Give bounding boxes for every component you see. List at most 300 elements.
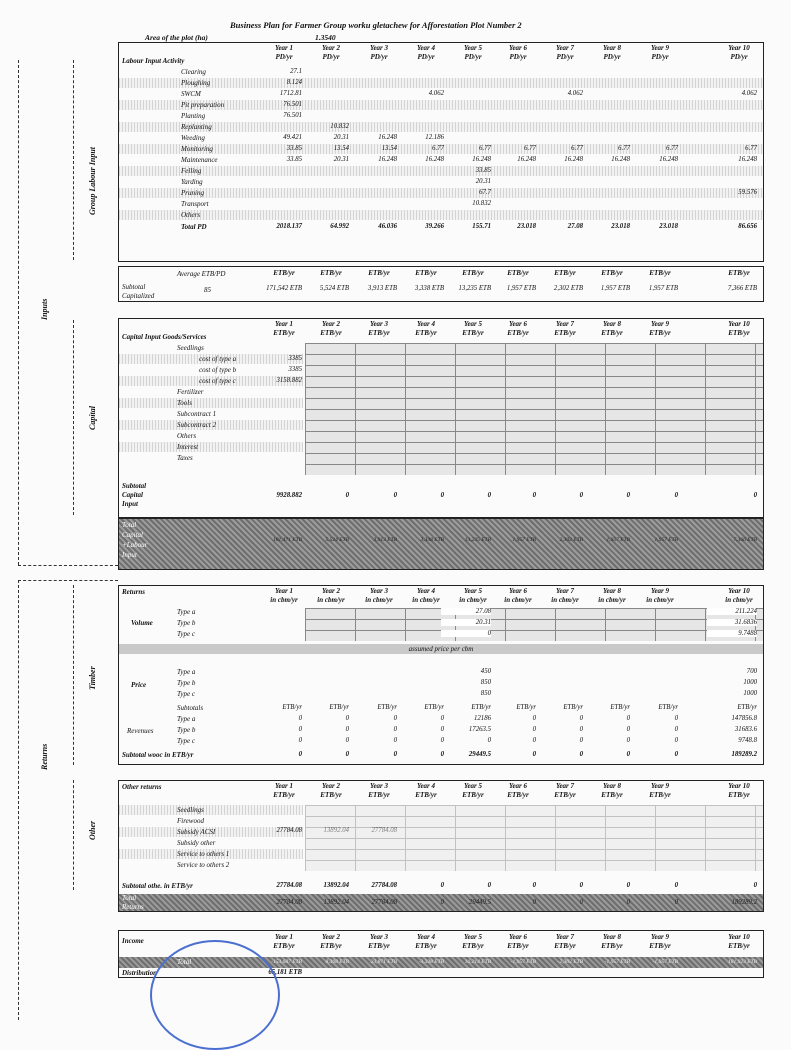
other-year-9: Year 9 [650, 782, 670, 790]
labour-row [119, 166, 763, 176]
total-capital-label: Total [122, 521, 137, 529]
labour-value-cell: 27.1 [290, 68, 302, 75]
labour-activity-name: Clearing [181, 68, 206, 76]
revenue-value-cell: 0 [440, 737, 444, 744]
capital-year-3: Year 3 [369, 320, 389, 328]
other-item-name: Subsidy other [177, 839, 216, 847]
revenue-value-cell: 0 [579, 715, 583, 722]
income-value: -3,338 ETB [418, 959, 444, 965]
revenue-value-cell: 0 [393, 715, 397, 722]
total-capital-value: 13,235 ETB [464, 537, 491, 543]
document-title: Business Plan for Farmer Group worku gletachew for Afforestation Plot Number 2 [230, 20, 522, 30]
income-unit-6: ETB/yr [507, 942, 529, 950]
other-subtotal-value-cell: 0 [440, 882, 444, 889]
income-unit-9: ETB/yr [649, 942, 671, 950]
total-capital-label: Input [122, 551, 137, 559]
price-y5: 850 [480, 690, 491, 697]
other-unit-10: ETB/yr [728, 791, 750, 799]
income-value: 16,214 ETB [464, 959, 491, 965]
labour-unit-3: PD/yr [370, 53, 388, 61]
income-unit-3: ETB/yr [368, 942, 390, 950]
income-year-3: Year 3 [369, 933, 389, 941]
total-returns-label: Returns [122, 903, 144, 911]
income-label: Income [122, 937, 144, 945]
labour-value-cell: 16.248 [378, 156, 397, 163]
capital-year-9: Year 9 [650, 320, 670, 328]
capitalized-value-cell: 7,366 ETB [727, 285, 757, 292]
timber-unit-9: in cbm/yr [646, 596, 674, 604]
total-returns-label: Total [122, 894, 137, 902]
subtotals-unit: ETB/yr [471, 704, 491, 711]
price-y10: 1000 [743, 679, 757, 686]
labour-activity-name: Yarding [181, 178, 203, 186]
other-year-10: Year 10 [728, 782, 750, 790]
revenue-value-cell: 0 [393, 726, 397, 733]
income-value: -1,957 ETB [604, 959, 630, 965]
capital-subtotal-value-cell: 0 [674, 492, 678, 499]
area-label: Area of the plot (ha) [145, 33, 208, 42]
total-returns-value: 0 [626, 899, 630, 906]
other-year-6: Year 6 [508, 782, 528, 790]
volume-type: Type a [177, 608, 196, 616]
volume-y5: 0 [441, 630, 491, 637]
labour-value-cell: 49.421 [283, 134, 302, 141]
total-pd-value-cell: 155.71 [472, 223, 491, 230]
volume-y5: 27.08 [441, 608, 491, 615]
capital-year-5: Year 5 [463, 320, 483, 328]
other-subtotal-value-cell: 27784.08 [371, 882, 397, 889]
other-row [119, 838, 303, 848]
labour-unit-7: PD/yr [556, 53, 574, 61]
revenue-value-cell: 0 [345, 715, 349, 722]
labour-activity-name: Weeding [181, 134, 205, 142]
other-year-3: Year 3 [369, 782, 389, 790]
capital-year-7: Year 7 [555, 320, 575, 328]
total-pd-value-cell: 39.266 [425, 223, 444, 230]
income-unit-2: ETB/yr [320, 942, 342, 950]
other-returns-table [118, 780, 764, 912]
labour-year-6: Year 6 [508, 44, 528, 52]
labour-year-3: Year 3 [369, 44, 389, 52]
timber-subtotal-label: Subtotal wooc in ETB/yr [122, 751, 194, 759]
capital-subtotal-value-cell: 0 [579, 492, 583, 499]
timber-year-3: Year 3 [369, 587, 389, 595]
capital-row [119, 343, 303, 353]
labour-activity-name: Ploughing [181, 79, 211, 87]
other-row [119, 816, 303, 826]
volume-y5: 20.31 [441, 619, 491, 626]
labour-value-cell: 16.248 [425, 156, 444, 163]
other-year-8: Year 8 [602, 782, 622, 790]
income-value: -1,957 ETB [510, 959, 536, 965]
capital-row [119, 365, 303, 375]
total-capital-value: 181,471 ETB [272, 537, 302, 543]
total-capital-labour-row [118, 518, 764, 570]
labour-value-cell: 6.77 [618, 145, 630, 152]
subtotals-unit: ETB/yr [516, 704, 536, 711]
labour-value-cell: 16.248 [517, 156, 536, 163]
subtotal-label: Subtotal [122, 283, 146, 291]
price-label: Price [131, 681, 147, 689]
assumed-price-row: assumed price per cbm [119, 644, 763, 654]
other-unit-2: ETB/yr [320, 791, 342, 799]
total-capital-value: 7,366 ETB [733, 537, 757, 543]
timber-unit-10: in cbm/yr [725, 596, 753, 604]
timber-subtotal-value-cell: 0 [345, 751, 349, 758]
price-type: Type c [177, 690, 195, 698]
labour-row [119, 78, 763, 88]
labour-value-cell: 13.54 [333, 145, 349, 152]
capital-subtotal-value-cell: 0 [532, 492, 536, 499]
labour-row [119, 111, 763, 121]
capitalized-value-cell: 3,913 ETB [367, 285, 397, 292]
capital-subtotal-value-cell: 0 [393, 492, 397, 499]
inputs-label: Inputs [40, 298, 49, 320]
revenue-value-cell: 0 [674, 726, 678, 733]
capital-item-value: 3158.882 [276, 377, 302, 384]
labour-value-cell: 6.77 [479, 145, 491, 152]
income-total-label: Total [177, 958, 192, 966]
labour-value-cell: 33.85 [475, 167, 491, 174]
labour-value-cell: 33.85 [286, 145, 302, 152]
total-pd-label: Total PD [181, 223, 207, 231]
other-year-4: Year 4 [416, 782, 436, 790]
income-year-4: Year 4 [416, 933, 436, 941]
labour-table [118, 42, 764, 262]
capitalized-unit-10: ETB/yr [728, 269, 750, 277]
labour-value-cell: 16.248 [611, 156, 630, 163]
labour-unit-10: PD/yr [730, 53, 748, 61]
total-returns-value: 29449.5 [468, 899, 491, 906]
capital-row [119, 431, 303, 441]
total-capital-label: Capital [122, 531, 144, 539]
total-pd-value-cell: 27.08 [567, 223, 583, 230]
other-grid [305, 805, 763, 871]
capital-item-value: 3385 [288, 366, 302, 373]
price-y10: 700 [746, 668, 757, 675]
timber-unit-8: in cbm/yr [598, 596, 626, 604]
other-item-name: Service to others 2 [177, 861, 230, 869]
income-unit-8: ETB/yr [601, 942, 623, 950]
subtotals-unit: ETB/yr [329, 704, 349, 711]
capitalized-unit-9: ETB/yr [649, 269, 671, 277]
income-year-8: Year 8 [602, 933, 622, 941]
capital-unit-4: ETB/yr [415, 329, 437, 337]
revenue-value-cell: 0 [532, 726, 536, 733]
labour-value-cell: 76.501 [283, 101, 302, 108]
other-unit-4: ETB/yr [415, 791, 437, 799]
timber-unit-3: in cbm/yr [365, 596, 393, 604]
revenue-value-cell: 147856.8 [731, 715, 757, 722]
income-value: 8,368 ETB [325, 959, 349, 965]
other-subtotal-value-cell: 0 [753, 882, 757, 889]
price-type: Type b [177, 679, 196, 687]
total-pd-value-cell: 23.018 [517, 223, 536, 230]
other-row [119, 849, 303, 859]
income-unit-10: ETB/yr [728, 942, 750, 950]
timber-subtotal-value-cell: 0 [298, 751, 302, 758]
labour-unit-5: PD/yr [464, 53, 482, 61]
labour-row [119, 199, 763, 209]
capital-unit-10: ETB/yr [728, 329, 750, 337]
subtotals-unit: ETB/yr [737, 704, 757, 711]
capitalized-value-cell: 1,957 ETB [600, 285, 630, 292]
labour-value-cell: 20.31 [333, 134, 349, 141]
capital-row [119, 420, 303, 430]
capitalized-table [118, 266, 764, 302]
timber-year-8: Year 8 [602, 587, 622, 595]
timber-year-4: Year 4 [416, 587, 436, 595]
revenue-value-cell: 0 [298, 737, 302, 744]
income-unit-5: ETB/yr [462, 942, 484, 950]
returns-label: Returns [40, 743, 49, 770]
capitalized-unit-2: ETB/yr [320, 269, 342, 277]
subtotals-label: Subtotals [177, 704, 204, 712]
timber-year-9: Year 9 [650, 587, 670, 595]
capital-unit-1: ETB/yr [273, 329, 295, 337]
other-subtotal-value-cell: 0 [626, 882, 630, 889]
capital-row [119, 442, 303, 452]
capital-subtotal-label: Capital [122, 491, 144, 499]
capitalized-unit-3: ETB/yr [368, 269, 390, 277]
capitalized-value-cell: 13,235 ETB [458, 285, 491, 292]
revenue-type: Type b [177, 726, 196, 734]
timber-unit-4: in cbm/yr [412, 596, 440, 604]
revenue-value-cell: 0 [487, 737, 491, 744]
total-pd-value-cell: 86.656 [738, 223, 757, 230]
capital-unit-6: ETB/yr [507, 329, 529, 337]
capital-item-name: cost of type b [199, 366, 237, 374]
other-unit-5: ETB/yr [462, 791, 484, 799]
total-returns-value: 0 [440, 899, 444, 906]
capital-item-name: Seedlings [177, 344, 204, 352]
capital-item-name: cost of type c [199, 377, 236, 385]
labour-year-10: Year 10 [728, 44, 750, 52]
capital-item-name: Subcontract 1 [177, 410, 217, 418]
distribution-value: 65,181 ETB [268, 969, 302, 976]
capitalized-unit-7: ETB/yr [554, 269, 576, 277]
total-returns-value: 27784.08 [276, 899, 302, 906]
capitalized-value-cell: 5,524 ETB [319, 285, 349, 292]
capital-subtotal-value-cell: 0 [440, 492, 444, 499]
labour-value-cell: 59.576 [738, 189, 757, 196]
labour-row [119, 122, 763, 132]
capital-subtotal-value-cell: 0 [345, 492, 349, 499]
total-pd-value-cell: 23.018 [659, 223, 678, 230]
labour-value-cell: 6.77 [745, 145, 757, 152]
labour-row [119, 100, 763, 110]
income-value: -1,957 ETB [652, 959, 678, 965]
other-subtotal-value-cell: 27784.08 [276, 882, 302, 889]
subtotals-unit: ETB/yr [424, 704, 444, 711]
subtotals-unit: ETB/yr [563, 704, 583, 711]
labour-row [119, 67, 763, 77]
other-item-value: 27784.08 [276, 827, 302, 834]
capitalized-value-cell: 1,957 ETB [506, 285, 536, 292]
total-returns-value: 13892.04 [323, 899, 349, 906]
total-capital-value: 5,524 ETB [325, 537, 349, 543]
other-year-2: Year 2 [321, 782, 341, 790]
capital-label: Capital [88, 405, 97, 430]
labour-activity-name: Maintenance [181, 156, 218, 164]
timber-unit-6: in cbm/yr [504, 596, 532, 604]
capital-unit-9: ETB/yr [649, 329, 671, 337]
capital-item-name: cost of type a [199, 355, 237, 363]
capitalized-unit-1: ETB/yr [273, 269, 295, 277]
volume-type: Type c [177, 630, 195, 638]
volume-y10: 211.224 [707, 608, 757, 615]
capital-unit-5: ETB/yr [462, 329, 484, 337]
revenue-value-cell: 0 [393, 737, 397, 744]
capital-row [119, 453, 303, 463]
capitalized-value-cell: 3,338 ETB [414, 285, 444, 292]
capital-item-name: Tools [177, 399, 192, 407]
volume-type: Type b [177, 619, 196, 627]
other-header: Other returns [122, 783, 162, 791]
timber-subtotal-value-cell: 0 [532, 751, 536, 758]
labour-value-cell: 6.77 [666, 145, 678, 152]
income-value: 181,923 ETB [727, 959, 757, 965]
returns-bracket [18, 580, 19, 1020]
other-unit-3: ETB/yr [368, 791, 390, 799]
total-capital-value: 3,338 ETB [420, 537, 444, 543]
income-value: -2,302 ETB [557, 959, 583, 965]
capital-table [118, 318, 764, 518]
capital-unit-2: ETB/yr [320, 329, 342, 337]
capital-year-4: Year 4 [416, 320, 436, 328]
revenue-value-cell: 0 [674, 737, 678, 744]
other-subtotal-value-cell: 13892.04 [323, 882, 349, 889]
timber-subtotal-value-cell: 0 [440, 751, 444, 758]
total-capital-value: 2,302 ETB [559, 537, 583, 543]
timber-year-10: Year 10 [728, 587, 750, 595]
other-item-name: Subsidy ACSI [177, 828, 216, 836]
other-label: Other [88, 820, 97, 840]
inputs-divider [18, 565, 118, 566]
labour-year-9: Year 9 [650, 44, 670, 52]
income-unit-7: ETB/yr [554, 942, 576, 950]
total-returns-value: 0 [579, 899, 583, 906]
other-unit-6: ETB/yr [507, 791, 529, 799]
subtotals-unit: ETB/yr [610, 704, 630, 711]
total-returns-value: 0 [674, 899, 678, 906]
timber-year-5: Year 5 [463, 587, 483, 595]
labour-value-cell: 16.248 [564, 156, 583, 163]
labour-activity-name: Planting [181, 112, 206, 120]
income-year-1: Year 1 [274, 933, 294, 941]
timber-subtotal-value-cell: 0 [626, 751, 630, 758]
labour-value-cell: 8.124 [286, 79, 302, 86]
labour-value-cell: 12.186 [425, 134, 444, 141]
labour-value-cell: 4.062 [567, 90, 583, 97]
capitalized-unit-8: ETB/yr [601, 269, 623, 277]
capital-item-name: Others [177, 432, 197, 440]
capital-row [119, 387, 303, 397]
capitalized-unit-5: ETB/yr [462, 269, 484, 277]
other-item-name: Firewood [177, 817, 204, 825]
labour-value-cell: 6.77 [432, 145, 444, 152]
labour-row [119, 89, 763, 99]
labour-row [119, 210, 763, 220]
labour-year-1: Year 1 [274, 44, 294, 52]
total-capital-value: 1,957 ETB [512, 537, 536, 543]
labour-header: Labour Input Activity [122, 57, 185, 65]
labour-year-7: Year 7 [555, 44, 575, 52]
income-unit-4: ETB/yr [415, 942, 437, 950]
labour-value-cell: 20.31 [475, 178, 491, 185]
capital-subtotal-label: Subtotal [122, 482, 147, 490]
avg-etb-value: 85 [204, 286, 211, 294]
capital-row [119, 398, 303, 408]
revenue-value-cell: 17263.5 [468, 726, 491, 733]
capital-subtotal-label: Input [122, 500, 138, 508]
labour-value-cell: 6.77 [524, 145, 536, 152]
labour-value-cell: 4.062 [741, 90, 757, 97]
revenue-value-cell: 0 [298, 726, 302, 733]
total-pd-value-cell: 46.036 [378, 223, 397, 230]
labour-value-cell: 20.31 [333, 156, 349, 163]
labour-activity-name: SWCM [181, 90, 201, 98]
labour-activity-name: Replanting [181, 123, 212, 131]
capital-subtotal-value-cell: 0 [487, 492, 491, 499]
timber-year-7: Year 7 [555, 587, 575, 595]
labour-row [119, 144, 763, 154]
income-year-10: Year 10 [728, 933, 750, 941]
other-bracket [73, 780, 74, 890]
timber-subtotal-value-cell: 0 [579, 751, 583, 758]
labour-value-cell: 16.248 [378, 134, 397, 141]
labour-value-cell: 6.77 [571, 145, 583, 152]
total-pd-value-cell: 2018.137 [276, 223, 302, 230]
labour-year-8: Year 8 [602, 44, 622, 52]
income-year-9: Year 9 [650, 933, 670, 941]
timber-subtotal-value-cell: 189289.2 [731, 751, 757, 758]
subtotals-unit: ETB/yr [658, 704, 678, 711]
revenue-value-cell: 0 [626, 726, 630, 733]
capitalized-value-cell: 171,542 ETB [266, 285, 302, 292]
other-year-1: Year 1 [274, 782, 294, 790]
timber-year-2: Year 2 [321, 587, 341, 595]
timber-subtotal-value-cell: 0 [674, 751, 678, 758]
capitalized-label: Capitalized [122, 292, 155, 300]
labour-year-2: Year 2 [321, 44, 341, 52]
capital-item-name: Subcontract 2 [177, 421, 217, 429]
capital-row [119, 376, 303, 386]
income-value: 23,871 ETB [370, 959, 397, 965]
labour-unit-8: PD/yr [603, 53, 621, 61]
income-year-2: Year 2 [321, 933, 341, 941]
capitalized-unit-6: ETB/yr [507, 269, 529, 277]
labour-activity-name: Pruning [181, 189, 204, 197]
total-capital-value: 3,913 ETB [373, 537, 397, 543]
labour-value-cell: 13.54 [381, 145, 397, 152]
total-pd-value-cell: 64.992 [330, 223, 349, 230]
income-year-6: Year 6 [508, 933, 528, 941]
labour-value-cell: 16.248 [472, 156, 491, 163]
capital-subtotal-value-cell: 9928.882 [276, 492, 302, 499]
labour-activity-name: Transport [181, 200, 209, 208]
revenue-value-cell: 9748.8 [738, 737, 757, 744]
other-unit-7: ETB/yr [554, 791, 576, 799]
timber-label: Timber [88, 666, 97, 690]
capitalized-unit-4: ETB/yr [415, 269, 437, 277]
timber-unit-2: in cbm/yr [317, 596, 345, 604]
capital-row [119, 409, 303, 419]
timber-subtotal-value-cell: 29449.5 [468, 751, 491, 758]
capital-item-name: Interest [177, 443, 199, 451]
other-unit-8: ETB/yr [601, 791, 623, 799]
capital-unit-3: ETB/yr [368, 329, 390, 337]
